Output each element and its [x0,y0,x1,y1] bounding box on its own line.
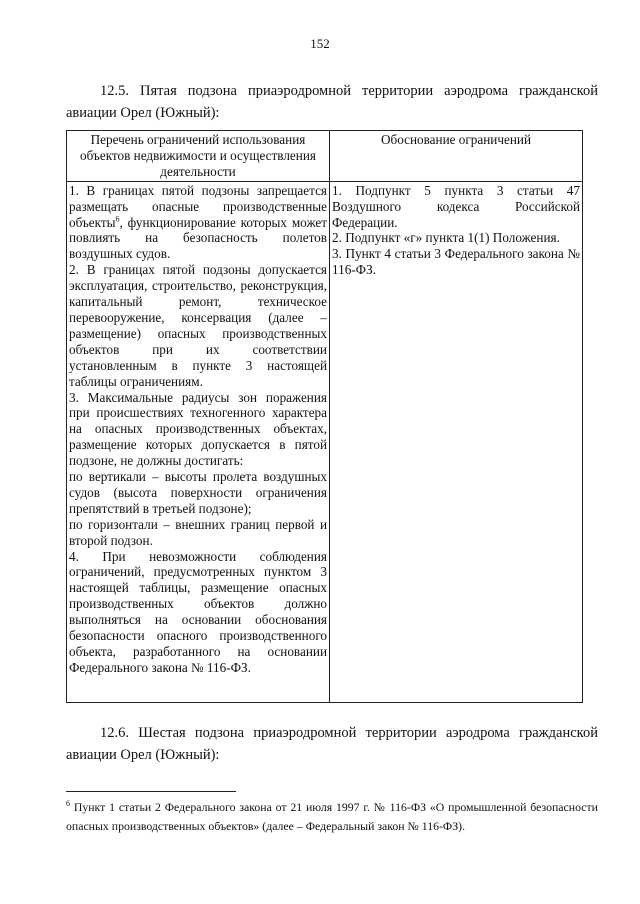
restriction-item-3-vertical: по вертикали – высоты пролета воздушных судов (высота поверхности ограничения препятствий в третьей подзоне); [69,469,327,516]
restrictions-table [66,130,583,703]
section-heading-12-6 [66,722,598,766]
restriction-item-3-horizontal: по горизонтали – внешних границ первой и второй подзон. [69,516,327,548]
restriction-item-2: 2. В границах пятой подзоны допускается эксплуатация, строительство, реконструкция, капитальный ремонт, техническое перевооружение, консервация (далее – размещение) опасных производственных объектов при их соответствии установленным в пункте 3 настоящей таблицы ограничениям. [69,262,327,389]
restrictions-cell [67,181,330,702]
section-text: Шестая подзона приаэродромной территории аэродрома гражданской авиации Орел (Южный): [66,725,598,763]
section-text: Пятая подзона приаэродромной территории аэродрома гражданской авиации Орел (Южный): [66,83,598,121]
restriction-item-4: 4. При невозможности соблюдения ограничений, предусмотренных пунктом 3 настоящей таблицы, размещение опасных производственных объектов должно выполняться на основании обоснования безопасности опасного производственного объекта, разработанного на основании Федерального закона № 116-ФЗ. [69,548,327,675]
footnote [66,798,598,836]
section-heading-12-5 [66,80,598,124]
justification-item-3: 3. Пункт 4 статьи 3 Федерального закона № 116-ФЗ. [332,246,580,278]
page-number: 152 [310,36,330,51]
footnote-mark: 6 [66,799,70,809]
footnote-text: Пункт 1 статьи 2 Федерального закона от 21 июля 1997 г. № 116-ФЗ «О промышленной безопасности опасных производственных объектов» (далее – Федеральный закон № 116-ФЗ). [66,800,598,833]
header-restrictions-list: Перечень ограничений использования объектов недвижимости и осуществления деятельности [67,131,330,182]
section-number: 12.5. [100,83,129,99]
table-header-row [67,131,583,182]
footnote-reference: 6 [115,214,120,224]
section-number: 12.6. [100,725,129,741]
footnote-separator [66,791,236,792]
justification-item-1: 1. Подпункт 5 пункта 3 статьи 47 Воздушного кодекса Российской Федерации. [332,182,580,230]
table-row [67,181,583,702]
restriction-item-3: 3. Максимальные радиусы зон поражения при происшествиях техногенного характера на опасных производственных объектах, размещение которых допускается в пятой подзоне, не должны достигать: [69,389,327,469]
header-justification: Обоснование ограничений [330,131,583,182]
justification-item-2: 2. Подпункт «г» пункта 1(1) Положения. [332,230,560,246]
restriction-item-1: 1. В границах пятой подзоны запрещается размещать опасные производственные объекты$^6$, функционирование которых может повлиять на безопасность полетов воздушных судов. [69,182,327,262]
justification-cell [330,181,583,702]
